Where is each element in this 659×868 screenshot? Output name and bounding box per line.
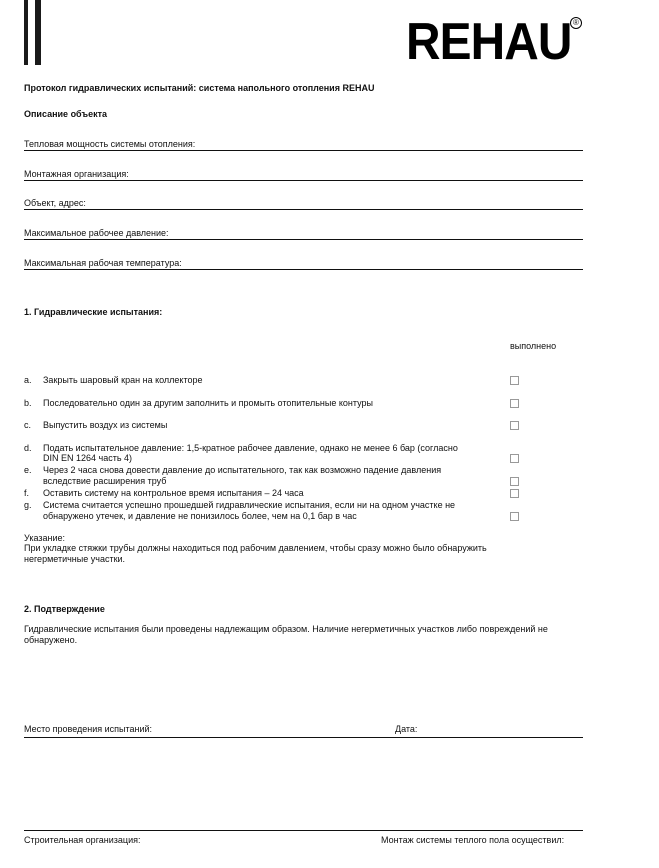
test-item-d-letter: d. [24, 443, 32, 453]
test-item-b-letter: b. [24, 398, 32, 408]
test-item-c-checkbox[interactable] [510, 421, 519, 430]
test-item-g-letter: g. [24, 500, 32, 510]
place-of-test-label: Место проведения испытаний: [24, 724, 153, 734]
field-object-address-line[interactable] [24, 209, 583, 210]
note-label: Указание: [24, 533, 65, 543]
field-max-pressure-line[interactable] [24, 239, 583, 240]
test-item-e-text-cont: вследствие расширения труб [43, 476, 167, 486]
confirmation-text-line1: Гидравлические испытания были проведены надлежащим образом. Наличие негерметичных участков либо повреждений не [24, 624, 548, 634]
tests-heading: 1. Гидравлические испытания: [24, 307, 163, 317]
field-object-address-label: Объект, адрес: [24, 198, 86, 208]
note-text-line1: При укладке стяжки трубы должны находиться под рабочим давлением, чтобы сразу можно было обнаружить [24, 543, 487, 553]
header-bar-thick [24, 0, 28, 65]
done-column-header: выполнено [510, 341, 557, 351]
test-item-b-text: Последовательно один за другим заполнить и промыть отопительные контуры [43, 398, 373, 408]
test-item-c-text: Выпустить воздух из системы [43, 420, 168, 430]
field-heat-output-line[interactable] [24, 150, 583, 151]
builder-org-label: Строительная организация: [24, 835, 141, 845]
field-installer-org-label: Монтажная организация: [24, 169, 129, 179]
document-title: Протокол гидравлических испытаний: система напольного отопления REHAU [24, 83, 375, 93]
test-item-f-text: Оставить систему на контрольное время испытания – 24 часа [43, 488, 304, 498]
registered-mark-icon: ® [570, 17, 582, 29]
field-max-temperature-label: Максимальная рабочая температура: [24, 258, 182, 268]
field-max-pressure-label: Максимальное рабочее давление: [24, 228, 169, 238]
place-date-signature-line[interactable] [24, 737, 583, 738]
test-item-a-text: Закрыть шаровый кран на коллекторе [43, 375, 203, 385]
test-item-e-text: Через 2 часа снова довести давление до испытательного, так как возможно падение давления [43, 465, 442, 475]
test-item-g-checkbox[interactable] [510, 512, 519, 521]
rehau-logo: REHAU [406, 13, 572, 71]
field-installer-org-line[interactable] [24, 180, 583, 181]
test-item-e-checkbox[interactable] [510, 477, 519, 486]
object-section-heading: Описание объекта [24, 109, 107, 119]
field-heat-output-label: Тепловая мощность системы отопления: [24, 139, 196, 149]
test-item-e-letter: e. [24, 465, 32, 475]
test-item-g-text-cont: обнаружено утечек, и давление не понизилось более, чем на 0,1 бар в час [43, 511, 357, 521]
test-item-d-text-cont: DIN EN 1264 часть 4) [43, 453, 133, 463]
test-item-d-checkbox[interactable] [510, 454, 519, 463]
test-item-d-text: Подать испытательное давление: 1,5-кратное рабочее давление, однако не менее 6 бар (согласно [43, 443, 458, 453]
test-item-a-letter: a. [24, 375, 32, 385]
confirmation-text-line2: обнаружено. [24, 635, 78, 645]
test-item-f-letter: f. [24, 488, 30, 498]
organizations-signature-line[interactable] [24, 830, 583, 831]
confirmation-heading: 2. Подтверждение [24, 604, 105, 614]
note-text-line2: негерметичные участки. [24, 554, 126, 564]
test-item-a-checkbox[interactable] [510, 376, 519, 385]
test-item-g-text: Система считается успешно прошедшей гидравлические испытания, если ни на одном участке не [43, 500, 456, 510]
field-max-temperature-line[interactable] [24, 269, 583, 270]
header-bar-thin [35, 0, 41, 65]
floor-heating-installer-label: Монтаж системы теплого пола осуществил: [381, 835, 565, 845]
test-item-f-checkbox[interactable] [510, 489, 519, 498]
date-label: Дата: [395, 724, 418, 734]
test-item-c-letter: c. [24, 420, 32, 430]
test-item-b-checkbox[interactable] [510, 399, 519, 408]
